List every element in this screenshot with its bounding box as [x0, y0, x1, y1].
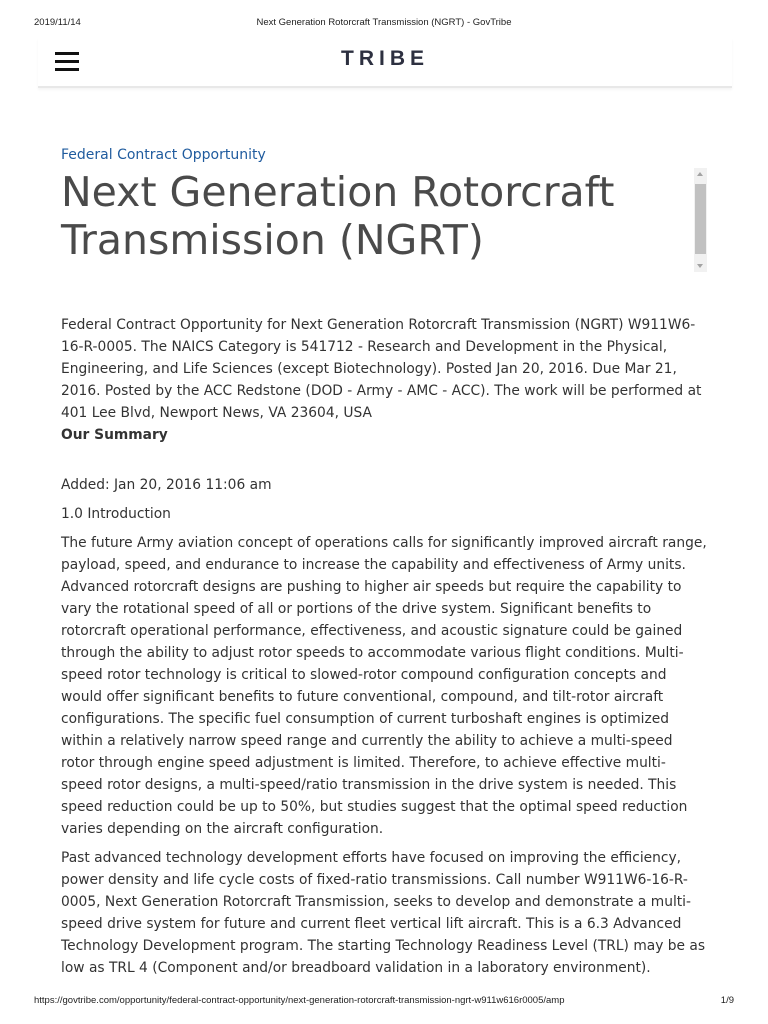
main-content — [61, 146, 707, 979]
section-heading: 1.0 Introduction — [61, 506, 171, 522]
scroll-down-arrow-icon[interactable] — [697, 264, 703, 268]
scroll-up-arrow-icon[interactable] — [697, 172, 703, 176]
print-url: https://govtribe.com/opportunity/federal-contract-opportunity/next-generation-rotorcraft-transmission-ngrt-w911w616r0005/amp — [34, 995, 565, 1006]
summary-heading: Our Summary — [61, 427, 168, 443]
print-page-number: 1/9 — [720, 995, 734, 1006]
page-title: Next Generation Rotorcraft Transmission (NGRT) — [61, 168, 615, 264]
title-container — [61, 168, 707, 264]
added-timestamp: Added: Jan 20, 2016 11:06 am — [61, 477, 272, 493]
summary-paragraph: The future Army aviation concept of operations calls for significantly improved aircraft range, payload, speed, and endurance to increase the capability and effectiveness of Army units. Advanced rotorcraft designs are pushing to higher air speeds but require the capability to vary the rotational speed of all or portions of the drive system. Significant benefits to rotorcraft operational performance, effectiveness, and acoustic signature could be gained through the ability to adjust rotor speeds to accommodate various flight conditions. Multi-speed rotor technology is critical to slowed-rotor compound configuration concepts and would offer significant benefits to future conventional, compound, and tilt-rotor aircraft configurations. The specific fuel consumption of current turboshaft engines is optimized within a relatively narrow speed range and currently the ability to achieve a multi-speed rotor through engine speed adjustment is limited. Therefore, to achieve effective multi-speed rotor designs, a multi-speed/ratio transmission in the drive system is needed. This speed reduction could be up to 50%, but studies suggest that the optimal speed reduction varies depending on the aircraft configuration. — [61, 535, 707, 837]
summary-paragraph: Past advanced technology development efforts have focused on improving the efficiency, power density and life cycle costs of fixed-ratio transmissions. Call number W911W6-16-R-0005, Next Generation Rotorcraft Transmission, seeks to develop and demonstrate a multi-speed drive system for future and current fleet vertical lift aircraft. This is a 6.3 Advanced Technology Development program. The starting Technology Readiness Level (TRL) may be as low as TRL 4 (Component and/or breadboard validation in a laboratory environment). — [61, 850, 706, 976]
tribe-logo[interactable]: TRIBE — [341, 47, 429, 70]
print-page-title: Next Generation Rotorcraft Transmission (NGRT) - GovTribe — [256, 17, 512, 28]
print-date: 2019/11/14 — [34, 17, 81, 28]
opportunity-overview: Federal Contract Opportunity for Next Generation Rotorcraft Transmission (NGRT) W911W6-16-R-0005. The NAICS Category is 541712 - Research and Development in the Physical, Engineering, and Life Sciences (except Biotechnology). Posted Jan 20, 2016. Due Mar 21, 2016. Posted by the ACC Redstone (DOD - Army - AMC - ACC). The work will be performed at 401 Lee Blvd, Newport News, VA 23604, USA — [61, 317, 702, 421]
opportunity-category: Federal Contract Opportunity — [61, 147, 266, 163]
scrollbar-thumb[interactable] — [695, 184, 706, 254]
title-scrollbar[interactable] — [694, 168, 707, 272]
top-navigation-bar — [38, 38, 732, 88]
